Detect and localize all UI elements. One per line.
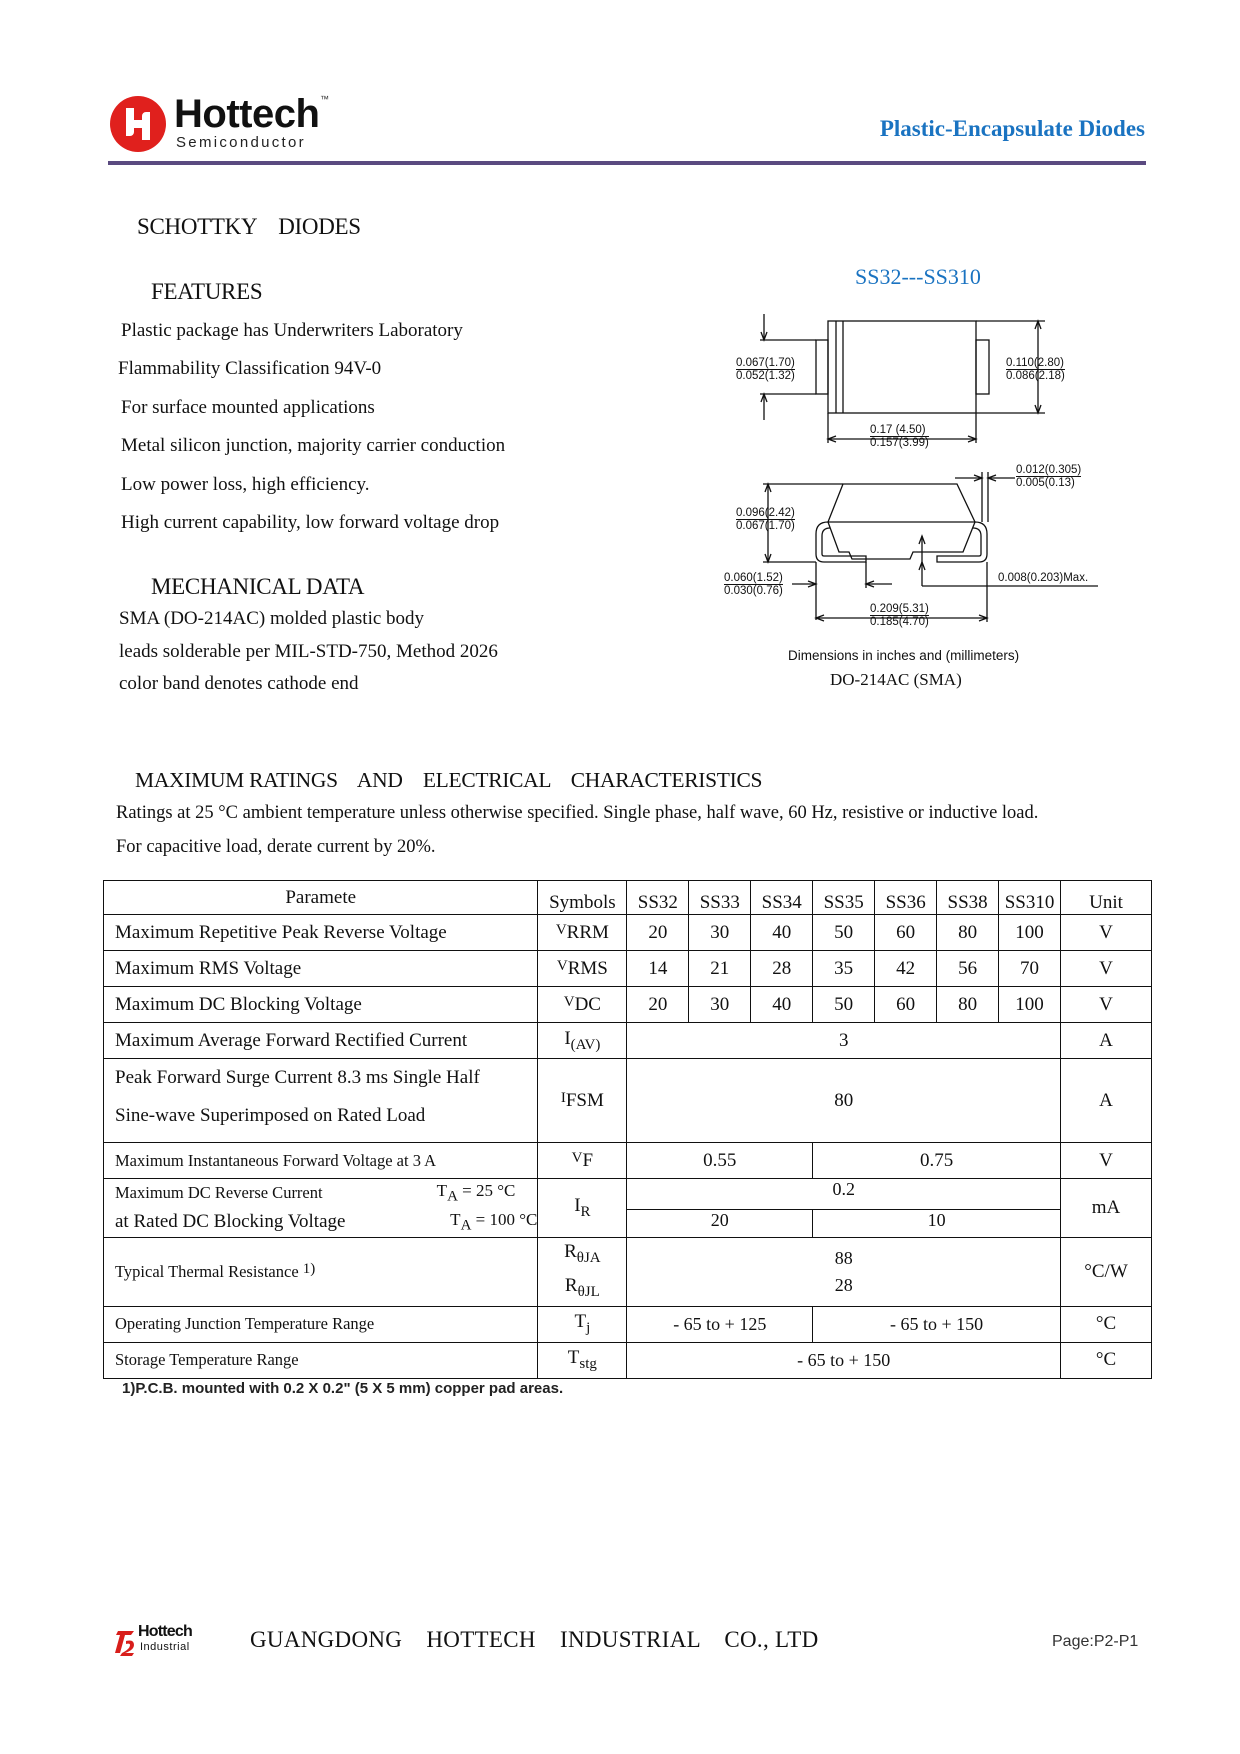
- footer-logo-mark-icon: [112, 1627, 138, 1657]
- dim-height: 0.096(2.42) 0.067(1.70): [736, 507, 795, 532]
- symbol: $I_R$: [538, 1179, 627, 1238]
- dim-body-length: 0.17 (4.50) 0.157(3.99): [870, 424, 929, 449]
- symbol: $T_{stg}$: [538, 1342, 627, 1378]
- hottech-logo: [110, 94, 350, 154]
- col-header-symbols: Symbols: [538, 881, 627, 915]
- logo-wordmark: Hottech: [174, 92, 320, 136]
- table-row-ifsm: Peak Forward Surge Current 8.3 ms Single Half Sine-wave Superimposed on Rated Load $^I$FSM 80 A: [104, 1059, 1152, 1143]
- page-number: Page:P2-P1: [1052, 1633, 1139, 1650]
- mechanical-item: leads solderable per MIL-STD-750, Method 2026: [119, 641, 498, 662]
- symbol: $T_j$: [538, 1306, 627, 1342]
- col-header-part: SS38: [937, 881, 999, 915]
- feature-item: Low power loss, high efficiency.: [121, 474, 370, 495]
- feature-item: For surface mounted applications: [121, 397, 375, 418]
- footer-logo: Hottech Industrial: [112, 1625, 212, 1659]
- col-header-part: SS33: [689, 881, 751, 915]
- ratings-note: Ratings at 25 °C ambient temperature unless otherwise specified. Single phase, half wave, 60 Hz, resistive or inductive load.: [116, 803, 1039, 823]
- table-footnote: 1)P.C.B. mounted with 0.2 X 0.2" (5 X 5 mm) copper pad areas.: [122, 1380, 564, 1397]
- features-heading: FEATURES: [151, 279, 263, 304]
- dim-lead-width: 0.067(1.70) 0.052(1.32): [736, 357, 795, 382]
- ratings-table: [103, 880, 1152, 1379]
- feature-item: High current capability, low forward voltage drop: [121, 512, 500, 533]
- symbol: $^I$FSM: [538, 1059, 627, 1143]
- table-row-iav: Maximum Average Forward Rectified Current $I_{(AV)}$ 3 A: [104, 1023, 1152, 1059]
- col-header-part: SS310: [999, 881, 1061, 915]
- dim-standoff: 0.008(0.203)Max.: [998, 572, 1089, 584]
- col-header-parameter: Paramete: [104, 881, 538, 915]
- feature-item: Metal silicon junction, majority carrier conduction: [121, 435, 506, 456]
- symbol: $R_{\theta JA}$ $R_{\theta JL}$: [538, 1238, 627, 1307]
- table-row-vdc: Maximum DC Blocking Voltage $^V$DC 20 30 40 50 60 80 100 V: [104, 987, 1152, 1023]
- dim-lead-thickness: 0.012(0.305) 0.005(0.13): [1016, 464, 1082, 489]
- page-heading: SCHOTTKY DIODES: [137, 214, 361, 239]
- table-row-ir-25: Maximum DC Reverse Current $T_A = 25$ °C at Rated DC Blocking Voltage $T_A = 100$ °C $I_R$ 0.2 mA: [104, 1179, 1152, 1210]
- col-header-part: SS34: [751, 881, 813, 915]
- table-row-vf: Maximum Instantaneous Forward Voltage at 3 A $^V$F 0.55 0.75 V: [104, 1143, 1152, 1179]
- document-category-title: Plastic-Encapsulate Diodes: [879, 116, 1145, 141]
- mechanical-item: color band denotes cathode end: [119, 673, 359, 694]
- dim-overall-length: 0.209(5.31) 0.185(4.70): [870, 603, 929, 628]
- logo-mark-icon: [110, 96, 166, 152]
- symbol: $^V$F: [538, 1143, 627, 1179]
- table-row-ir-100: 20 10: [104, 1209, 1152, 1237]
- col-header-part: SS36: [875, 881, 937, 915]
- table-row-vrms: Maximum RMS Voltage $^V$RMS 14 21 28 35 42 56 70 V: [104, 951, 1152, 987]
- ratings-note: For capacitive load, derate current by 20%.: [116, 837, 436, 857]
- symbol: $I_{(AV)}$: [538, 1023, 627, 1059]
- symbol: $^V$DC: [538, 987, 627, 1023]
- col-header-part: SS35: [813, 881, 875, 915]
- logo-subtitle: Semiconductor: [176, 134, 306, 151]
- feature-item: Plastic package has Underwriters Laboratory: [121, 320, 463, 341]
- mechanical-heading: MECHANICAL DATA: [151, 574, 365, 599]
- mechanical-item: SMA (DO-214AC) molded plastic body: [119, 608, 425, 629]
- col-header-unit: Unit: [1061, 881, 1152, 915]
- table-row-tj: Operating Junction Temperature Range $T_j$ - 65 to + 125 - 65 to + 150 °C: [104, 1306, 1152, 1342]
- package-outline-drawing: [720, 300, 1140, 700]
- symbol: $^V$RRM: [538, 915, 627, 951]
- units-note: Dimensions in inches and (millimeters): [788, 648, 1020, 663]
- table-row-vrrm: Maximum Repetitive Peak Reverse Voltage $^V$RRM 20 30 40 50 60 80 100 V: [104, 915, 1152, 951]
- symbol: $^V$RMS: [538, 951, 627, 987]
- package-name: DO-214AC (SMA): [830, 670, 962, 689]
- dim-lead-length: 0.060(1.52) 0.030(0.76): [724, 572, 783, 597]
- feature-item: Flammability Classification 94V-0: [118, 358, 382, 379]
- company-name: GUANGDONG HOTTECH INDUSTRIAL CO., LTD: [250, 1627, 819, 1652]
- trademark: ™: [320, 94, 329, 104]
- part-range: SS32---SS310: [855, 264, 981, 289]
- table-row-thermal: Typical Thermal Resistance $^{1)}$ $R_{\theta JA}$ $R_{\theta JL}$ 88 28 °C/W: [104, 1238, 1152, 1307]
- col-header-part: SS32: [627, 881, 689, 915]
- dim-body-height: 0.110(2.80) 0.086(2.18): [1006, 357, 1065, 382]
- ratings-heading: MAXIMUM RATINGS AND ELECTRICAL CHARACTERISTICS: [135, 768, 763, 792]
- table-header-row: [104, 881, 1152, 915]
- header-rule: [108, 161, 1146, 165]
- table-row-tstg: Storage Temperature Range $T_{stg}$ - 65 to + 150 °C: [104, 1342, 1152, 1378]
